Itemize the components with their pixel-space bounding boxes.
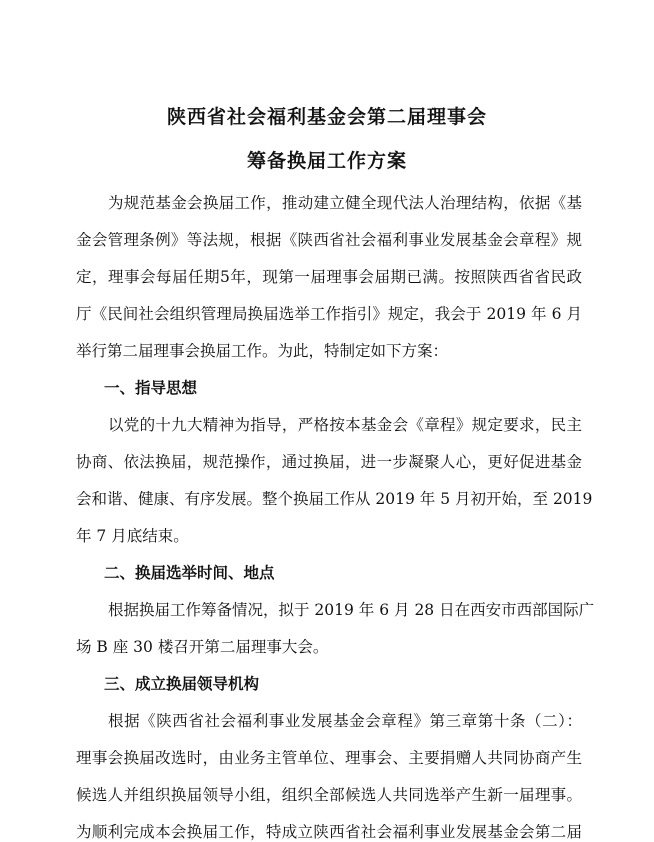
section-heading-3: 三、成立换届领导机构 bbox=[104, 674, 260, 693]
paragraph-line: 会和谐、健康、有序发展。整个换届工作从 2019 年 5 月初开始，至 2019 bbox=[76, 490, 593, 508]
paragraph-line: 举行第二届理事会换届工作。为此，特制定如下方案： bbox=[76, 342, 449, 360]
paragraph-line: 协商、依法换届，规范操作，通过换届，进一步凝聚人心，更好促进基金 bbox=[76, 453, 582, 471]
document-title-line-2: 筹备换届工作方案 bbox=[246, 150, 407, 172]
paragraph-line: 为规范基金会换届工作，推动建立健全现代法人治理结构，依据《基 bbox=[108, 194, 582, 212]
document-title-line-1: 陕西省社会福利基金会第二届理事会 bbox=[166, 106, 487, 128]
paragraph-line: 金会管理条例》等法规，根据《陕西省社会福利事业发展基金会章程》规 bbox=[76, 231, 582, 249]
section-heading-2: 二、换届选举时间、地点 bbox=[104, 563, 275, 582]
paragraph-line: 以党的十九大精神为指导，严格按本基金会《章程》规定要求，民主 bbox=[108, 416, 582, 434]
paragraph-line: 年 7 月底结束。 bbox=[76, 527, 189, 545]
paragraph-line: 根据《陕西省社会福利事业发展基金会章程》第三章第十条（二）： bbox=[108, 712, 582, 730]
paragraph-line: 为顺利完成本会换届工作，特成立陕西省社会福利事业发展基金会第二届 bbox=[76, 823, 582, 841]
paragraph-line: 场 B 座 30 楼召开第二届理事大会。 bbox=[76, 638, 329, 656]
paragraph-line: 定，理事会每届任期5年，现第一届理事会届期已满。按照陕西省省民政 bbox=[76, 268, 582, 286]
paragraph-line: 候选人并组织换届领导小组，组织全部候选人共同选举产生新一届理事。 bbox=[76, 786, 582, 804]
paragraph-line: 理事会换届改选时，由业务主管单位、理事会、主要捐赠人共同协商产生 bbox=[76, 749, 582, 767]
paragraph-line: 厅《民间社会组织管理局换届选举工作指引》规定，我会于 2019 年 6 月 bbox=[76, 305, 582, 323]
section-heading-1: 一、指导思想 bbox=[104, 378, 198, 397]
paragraph-line: 根据换届工作筹备情况，拟于 2019 年 6 月 28 日在西安市西部国际广 bbox=[108, 601, 595, 619]
